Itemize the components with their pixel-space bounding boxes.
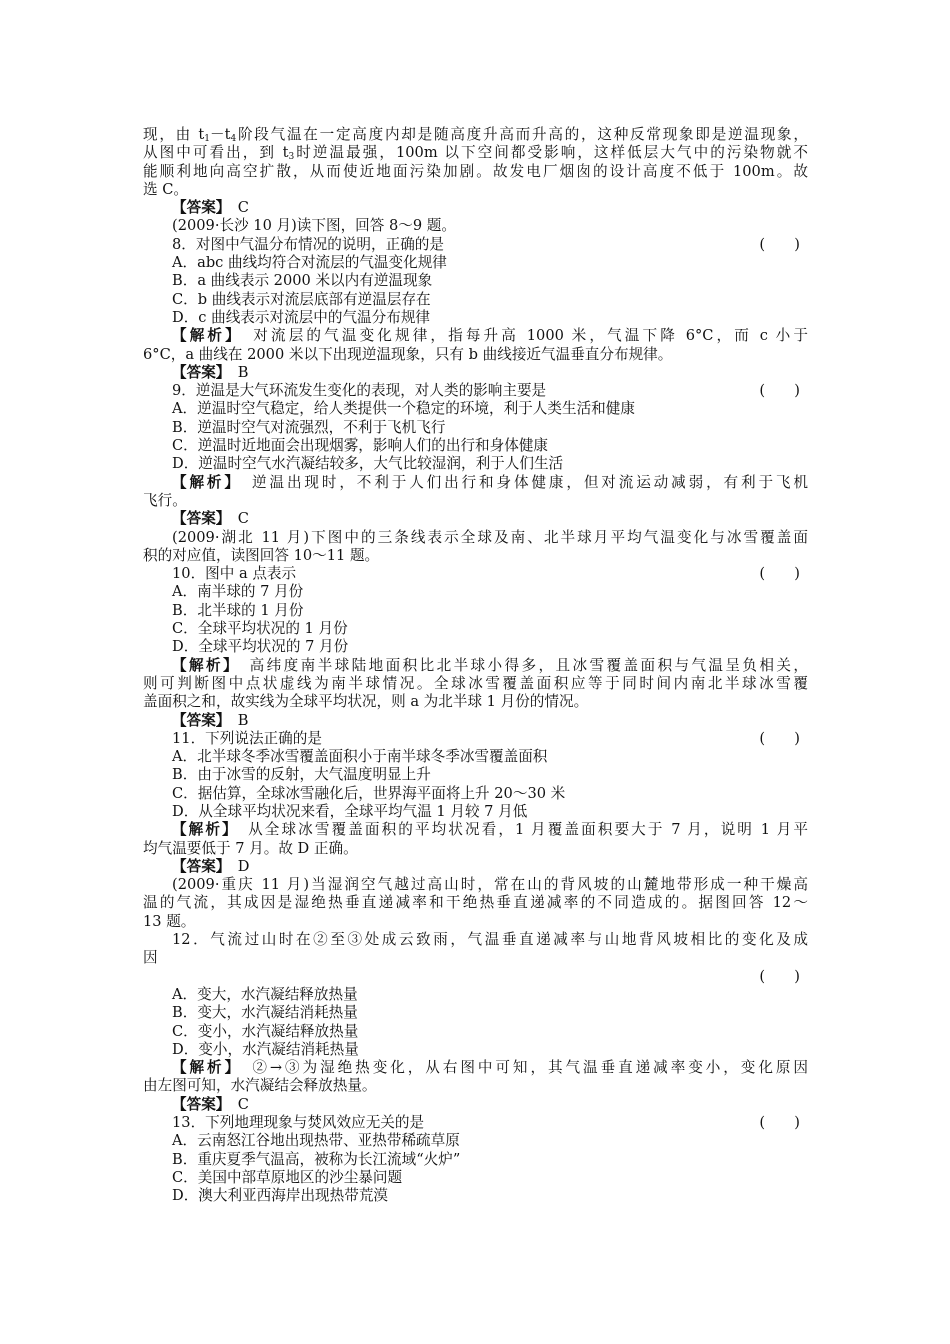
q10-stem: 10．图中 a 点表示 ( ) [172,565,800,583]
q9-stem: 9．逆温是大气环流发生变化的表现，对人类的影响主要是 ( ) [172,382,800,400]
q10-option-b: B．北半球的 1 月份 [172,601,304,619]
q9-option-c: C．逆温时近地面会出现烟雾，影响人们的出行和身体健康 [172,437,549,455]
q10-option-d: D．全球平均状况的 7 月份 [172,638,349,656]
q10-analysis-2: 则可判断图中点状虚线为南半球情况。全球冰雪覆盖面积应等于同时间内南北半球冰雪覆 [143,674,808,692]
q13-option-c: C．美国中部草原地区的沙尘暴问题 [172,1168,403,1186]
q12-blank-line [143,968,808,986]
group-2-intro-2: 积的对应值，读图回答 10～11 题。 [143,546,380,564]
answer-blank: ( ) [759,382,800,400]
q10-analysis-3: 盖面积之和，故实线为全球平均状况，则 a 为北半球 1 月份的情况。 [143,693,589,711]
q8-analysis-1: 【解析】 对流层的气温变化规律，指每升高 1000 米，气温下降 6°C，而 c 小于 [172,327,808,345]
q13-stem: 13．下列地理现象与焚风效应无关的是 ( ) [172,1114,800,1132]
q8-stem: 8．对图中气温分布情况的说明，正确的是 ( ) [172,235,800,253]
answer-label: 【答案】 [172,363,224,381]
q11-answer: 【答案】 D [172,857,250,875]
q13-option-b: B．重庆夏季气温高，被称为长江流域“火炉” [172,1150,461,1168]
q11-option-d: D．从全球平均状况来看，全球平均气温 1 月较 7 月低 [172,802,528,820]
document-page [143,126,808,1206]
answer-blank: ( ) [759,967,800,985]
q9-analysis-2: 飞行。 [143,491,187,509]
analysis-label: 【解析】 [172,327,236,345]
q8-analysis-2: 6°C，a 曲线在 2000 米以下出现逆温现象，只有 b 曲线接近气温垂直分布规律。 [143,345,673,363]
answer-blank: ( ) [759,1114,800,1132]
intro-line-1: 现，由 $t_1-t_4$阶段气温在一定高度内却是随高度升高而升高的，这种反常现象即是逆温现象， [143,126,808,144]
q12-analysis-2: 由左图可知，水汽凝结会释放热量。 [143,1077,377,1095]
q12-analysis-1: 【解析】 ②→③为湿绝热变化，从右图中可知，其气温垂直递减率变小，变化原因 [172,1059,808,1077]
q11-option-c: C．据估算，全球冰雪融化后，世界海平面将上升 20～30 米 [172,784,566,802]
answer-label: 【答案】 [172,857,224,875]
answer-blank: ( ) [759,235,800,253]
q12-option-a: A．变大，水汽凝结释放热量 [172,985,358,1003]
group-2-intro-1: (2009·湖北 11 月)下图中的三条线表示全球及南、北半球月平均气温变化与冰雪覆盖面 [172,528,808,546]
q11-analysis-1: 【解析】 从全球冰雪覆盖面积的平均状况看，1 月覆盖面积要大于 7 月，说明 1 月平 [172,821,808,839]
q12-answer: 【答案】 C [172,1095,249,1113]
answer-blank: ( ) [759,565,800,583]
q8-option-b: B．a 曲线表示 2000 米以内有逆温现象 [172,272,433,290]
q10-analysis-1: 【解析】 高纬度南半球陆地面积比北半球小得多，且冰雪覆盖面积与气温呈负相关， [172,656,808,674]
q9-option-a: A．逆温时空气稳定，给人类提供一个稳定的环境，利于人类生活和健康 [172,400,635,418]
q9-option-b: B．逆温时空气对流强烈，不利于飞机飞行 [172,418,446,436]
analysis-label: 【解析】 [172,821,232,839]
q10-option-a: A．南半球的 7 月份 [172,583,304,601]
q11-stem: 11．下列说法正确的是 ( ) [172,729,800,747]
intro-line-4: 选 C。 [143,180,188,198]
group-3-intro-3: 13 题。 [143,912,196,930]
q12-option-b: B．变大，水汽凝结消耗热量 [172,1004,358,1022]
q12-option-c: C．变小，水汽凝结释放热量 [172,1022,359,1040]
analysis-label: 【解析】 [172,473,235,491]
q9-analysis-1: 【解析】 逆温出现时，不利于人们出行和身体健康，但对流运动减弱，有利于飞机 [172,473,808,491]
intro-line-3: 能顺利地向高空扩散，从而使近地面污染加剧。故发电厂烟囱的设计高度不低于 100m。故 [143,162,808,180]
answer-blank: ( ) [759,729,800,747]
analysis-label: 【解析】 [172,656,233,674]
q13-option-d: D．澳大利亚西海岸出现热带荒漠 [172,1187,389,1205]
group-3-intro-1: (2009·重庆 11 月)当湿润空气越过高山时，常在山的背风坡的山麓地带形成一种干燥高 [172,876,808,894]
q10-option-c: C．全球平均状况的 1 月份 [172,620,348,638]
answer-label: 【答案】 [172,1095,224,1113]
answer-label: 【答案】 [172,199,224,217]
q8-answer: 【答案】 B [172,363,249,381]
q10-answer: 【答案】 B [172,711,249,729]
q13-option-a: A．云南怒江谷地出现热带、亚热带稀疏草原 [172,1132,460,1150]
q8-option-c: C．b 曲线表示对流层底部有逆温层存在 [172,290,431,308]
q11-option-b: B．由于冰雪的反射，大气温度明显上升 [172,766,431,784]
group-1-intro: (2009·长沙 10 月)读下图，回答 8～9 题。 [172,217,456,235]
q8-option-a: A．abc 曲线均符合对流层的气温变化规律 [172,254,447,272]
q11-analysis-2: 均气温要低于 7 月。故 D 正确。 [143,839,358,857]
intro-line-2: 从图中可看出，到 $t_3$时逆温最强，100m 以下空间都受影响，这样低层大气中的污染物就不 [143,144,808,163]
group-3-intro-2: 温的气流，其成因是湿绝热垂直递减率和干绝热垂直递减率的不同造成的。据图回答 12～ [143,894,808,912]
q12-stem-1: 12．气流过山时在②至③处成云致雨，气温垂直递减率与山地背风坡相比的变化及成 [172,931,808,949]
answer-label: 【答案】 [172,711,224,729]
answer-prev: 【答案】 C [172,199,249,217]
analysis-label: 【解析】 [172,1059,235,1077]
answer-label: 【答案】 [172,510,224,528]
q8-option-d: D．c 曲线表示对流层中的气温分布规律 [172,308,431,326]
q9-answer: 【答案】 C [172,510,249,528]
q9-option-d: D．逆温时空气水汽凝结较多，大气比较湿润，利于人们生活 [172,455,564,473]
q12-option-d: D．变小，水汽凝结消耗热量 [172,1040,359,1058]
q11-option-a: A．北半球冬季冰雪覆盖面积小于南半球冬季冰雪覆盖面积 [172,748,548,766]
q12-stem-2: 因 [143,949,158,967]
